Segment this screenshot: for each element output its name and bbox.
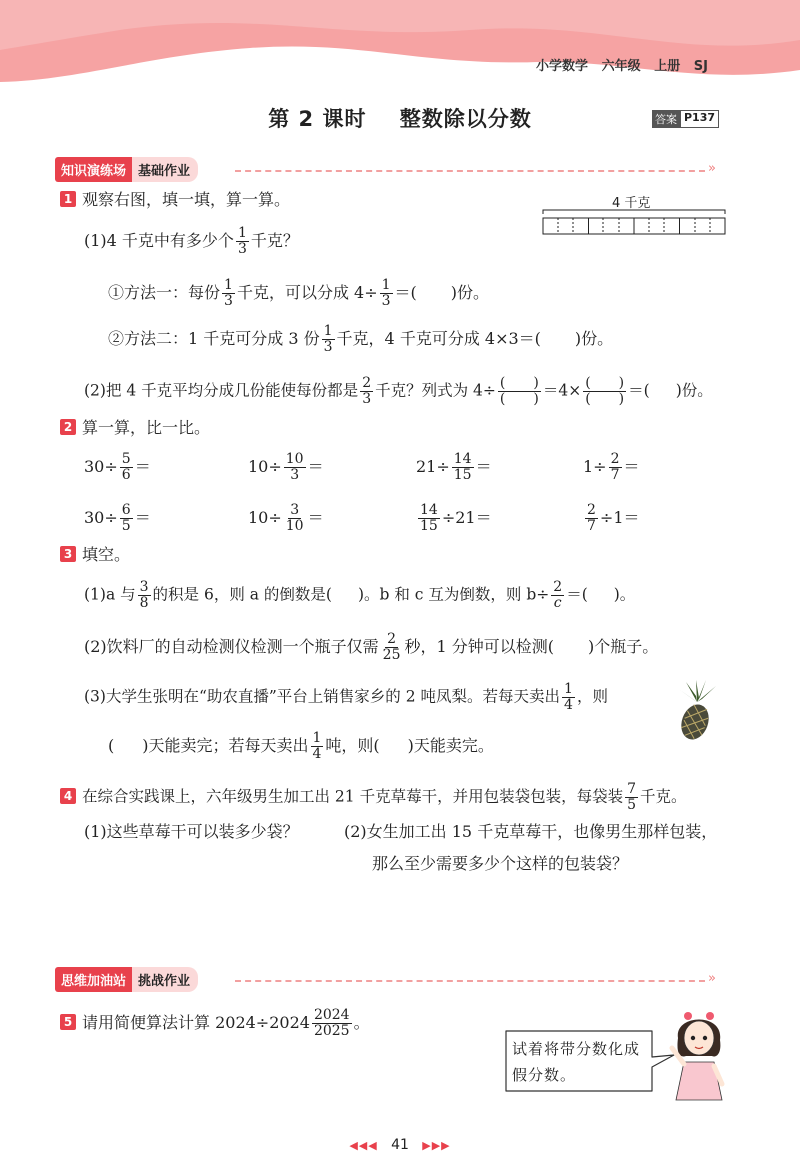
q1-part2-text-d: ＝( bbox=[628, 381, 650, 400]
header-info bbox=[536, 55, 708, 74]
expr-suffix: ＝ bbox=[475, 457, 492, 476]
q2-stem-text: 算一算，比一比。 bbox=[82, 418, 211, 437]
q2-item bbox=[583, 503, 640, 534]
q1-part1 bbox=[84, 226, 299, 257]
fraction-denominator: 5 bbox=[627, 797, 637, 813]
fraction bbox=[625, 782, 638, 813]
fraction bbox=[360, 376, 373, 407]
q1-number: 1 bbox=[60, 191, 76, 207]
q3-sub1-text-b: 的积是 6，则 a 的倒数是( bbox=[152, 585, 332, 604]
q3-sub2-text-a: (2)饮料厂的自动检测仪检测一个瓶子仅需 bbox=[84, 637, 379, 656]
fraction-denominator: 2025 bbox=[313, 1023, 350, 1039]
q1-part1-text-a: (1)4 千克中有多少个 bbox=[84, 231, 234, 250]
expr-suffix: ＝ bbox=[623, 457, 640, 476]
fraction-denominator: 15 bbox=[453, 467, 472, 483]
fraction-denominator: 3 bbox=[381, 293, 391, 309]
q1-part2-text-a: (2)把 4 千克平均分成几份能使每份都是 bbox=[84, 381, 359, 400]
girl-mascot-icon bbox=[664, 1004, 734, 1104]
blank-fraction[interactable] bbox=[498, 376, 541, 407]
section-basic-tag: 知识演练场 bbox=[55, 157, 132, 182]
fraction-numerator: 14 bbox=[420, 502, 438, 518]
q1-method2-text-c: )份。 bbox=[574, 329, 614, 348]
q4-sub2-line2: 那么至少需要多少个这样的包装袋？ bbox=[372, 854, 629, 873]
q1-part2-text-b: 千克？列式为 4÷ bbox=[375, 381, 496, 400]
fraction-denominator: 25 bbox=[382, 647, 401, 663]
fraction-denominator: 7 bbox=[587, 518, 596, 534]
q3-sub1-text-e: ＝( bbox=[566, 585, 588, 604]
hint-line1: 试着将带分数化成 bbox=[512, 1040, 641, 1058]
fraction bbox=[585, 503, 598, 534]
fraction bbox=[284, 503, 306, 534]
q2-stem bbox=[60, 414, 210, 442]
fraction bbox=[311, 731, 324, 762]
q3-sub2-text-c: )个瓶子。 bbox=[588, 637, 659, 656]
expr-suffix: ÷1＝ bbox=[599, 508, 640, 527]
section-basic-chevron-icon: » bbox=[708, 161, 716, 176]
header-grade: 六年级 bbox=[601, 59, 641, 74]
q5-stem-end: 。 bbox=[353, 1013, 370, 1032]
fraction-numerator: ( ) bbox=[585, 375, 625, 391]
fraction-denominator: 4 bbox=[564, 697, 573, 713]
q1-part2-text-c: ＝4× bbox=[542, 381, 582, 400]
expr-suffix: ＝ bbox=[134, 457, 151, 476]
fraction-numerator: 2 bbox=[387, 631, 397, 647]
fraction-denominator: 6 bbox=[121, 467, 131, 483]
q3-number: 3 bbox=[60, 546, 76, 562]
fraction-numerator: 1 bbox=[323, 323, 333, 339]
fraction bbox=[120, 452, 133, 483]
fraction bbox=[312, 1008, 352, 1039]
section-basic-divider bbox=[235, 170, 705, 172]
fraction-denominator: 4 bbox=[312, 746, 322, 762]
pineapple-icon bbox=[672, 680, 722, 742]
fraction-numerator: 3 bbox=[139, 579, 149, 595]
fraction-numerator: 5 bbox=[121, 451, 131, 467]
page-number: 41 bbox=[391, 1137, 409, 1153]
header-subject: 小学数学 bbox=[536, 59, 589, 74]
q1-method2 bbox=[108, 324, 613, 355]
fraction bbox=[380, 278, 393, 309]
section-basic bbox=[55, 157, 198, 181]
header-wave bbox=[0, 0, 800, 90]
expr-suffix: ÷21＝ bbox=[441, 508, 492, 527]
footer-right-arrows-icon: ▶▶▶ bbox=[422, 1139, 451, 1152]
q1-part1-text-b: 千克？ bbox=[250, 231, 299, 250]
fraction-numerator: 3 bbox=[290, 502, 300, 518]
q3-sub3-line2 bbox=[108, 731, 494, 762]
section-challenge-divider bbox=[235, 980, 705, 982]
q5-number: 5 bbox=[60, 1014, 76, 1030]
q1-method2-text-b: 千克，4 千克可分成 4×3＝( bbox=[336, 329, 541, 348]
q3-sub3-line1 bbox=[84, 682, 608, 713]
q1-method1 bbox=[108, 278, 489, 309]
q1-bar-diagram bbox=[540, 208, 730, 238]
fraction-numerator: 2 bbox=[610, 451, 620, 467]
fraction bbox=[236, 226, 249, 257]
q3-sub1 bbox=[84, 580, 635, 611]
header-volume: 上册 bbox=[654, 59, 681, 74]
q5-stem-text: 请用简便算法计算 2024÷2024 bbox=[82, 1013, 310, 1032]
fraction bbox=[562, 682, 575, 713]
fraction-numerator: 10 bbox=[285, 451, 304, 467]
q2-item bbox=[248, 452, 324, 483]
lesson-topic: 整数除以分数 bbox=[399, 107, 532, 131]
header-edition: SJ bbox=[693, 59, 708, 74]
fraction-denominator: 8 bbox=[139, 595, 149, 611]
fraction-numerator: 1 bbox=[312, 730, 322, 746]
answer-ref bbox=[652, 110, 719, 128]
q3-sub3-text-f: )天能卖完。 bbox=[407, 736, 494, 755]
answer-page: P137 bbox=[680, 110, 719, 128]
fraction-numerator: 1 bbox=[564, 681, 573, 697]
lesson-number: 第 2 课时 bbox=[268, 107, 367, 131]
expr-suffix: ＝ bbox=[307, 508, 324, 527]
fraction bbox=[120, 503, 133, 534]
q3-sub3-text-a: (3)大学生张明在“助农直播”平台上销售家乡的 2 吨凤梨。若每天卖出 bbox=[84, 687, 561, 706]
q2-number: 2 bbox=[60, 419, 76, 435]
q2-item bbox=[84, 503, 151, 534]
q4-stem-text-a: 在综合实践课上，六年级男生加工出 21 千克草莓干，并用包装袋包装，每袋装 bbox=[82, 787, 624, 806]
fraction-numerator: 1 bbox=[237, 225, 247, 241]
fraction-numerator: ( ) bbox=[499, 375, 539, 391]
fraction-numerator: 2 bbox=[587, 502, 596, 518]
expr-prefix: 30÷ bbox=[84, 457, 118, 476]
q1-stem bbox=[60, 186, 290, 214]
q3-sub1-text-a: (1)a 与 bbox=[84, 585, 136, 604]
fraction-denominator: 7 bbox=[610, 467, 620, 483]
q3-sub2 bbox=[84, 632, 658, 663]
fraction-denominator: 10 bbox=[285, 518, 304, 534]
q1-part2-text-e: )份。 bbox=[675, 381, 713, 400]
q3-stem bbox=[60, 541, 130, 569]
q1-method1-text-d: )份。 bbox=[450, 283, 490, 302]
q3-stem-text: 填空。 bbox=[82, 545, 131, 564]
q3-sub3-text-c: ( bbox=[108, 736, 115, 755]
blank-fraction[interactable] bbox=[583, 376, 626, 407]
fraction bbox=[138, 580, 151, 611]
footer-left-arrows-icon: ◀◀◀ bbox=[349, 1139, 378, 1152]
expr-prefix: 30÷ bbox=[84, 508, 118, 527]
expr-prefix: 21÷ bbox=[416, 457, 450, 476]
q4-number: 4 bbox=[60, 788, 76, 804]
fraction-numerator: 14 bbox=[453, 451, 472, 467]
section-challenge-tag: 思维加油站 bbox=[55, 967, 132, 992]
page-footer bbox=[0, 1137, 800, 1153]
fraction-denominator: 3 bbox=[290, 467, 300, 483]
fraction-denominator: c bbox=[553, 595, 562, 611]
q1-stem-text: 观察右图，填一填，算一算。 bbox=[82, 190, 291, 209]
q2-item bbox=[84, 452, 151, 483]
q2-item bbox=[583, 452, 640, 483]
q1-method2-text-a: ②方法二：1 千克可分成 3 份 bbox=[108, 329, 320, 348]
fraction-denominator: 3 bbox=[362, 391, 372, 407]
q4-stem bbox=[60, 782, 687, 813]
expr-prefix: 10÷ bbox=[248, 457, 282, 476]
q2-item bbox=[248, 503, 324, 534]
fraction bbox=[418, 503, 440, 534]
fraction bbox=[381, 632, 403, 663]
section-challenge bbox=[55, 967, 198, 991]
fraction-denominator: 5 bbox=[121, 518, 131, 534]
q3-sub3-text-b: ，则 bbox=[576, 687, 608, 706]
q1-method1-text-b: 千克，可以分成 4÷ bbox=[236, 283, 378, 302]
fraction bbox=[222, 278, 235, 309]
fraction-numerator: 2024 bbox=[313, 1007, 350, 1023]
expr-prefix: 10÷ bbox=[248, 508, 282, 527]
fraction-numerator: 1 bbox=[224, 277, 233, 293]
q1-part2 bbox=[84, 376, 713, 407]
fraction-numerator: 2 bbox=[362, 375, 372, 391]
fraction bbox=[551, 580, 564, 611]
fraction-denominator: 3 bbox=[224, 293, 233, 309]
answer-label: 答案 bbox=[652, 110, 680, 128]
q2-item bbox=[416, 503, 492, 534]
section-challenge-label: 挑战作业 bbox=[132, 967, 198, 992]
section-basic-label: 基础作业 bbox=[132, 157, 198, 182]
q1-method1-text-a: ①方法一：每份 bbox=[108, 283, 221, 302]
section-challenge-chevron-icon: » bbox=[708, 971, 716, 986]
fraction bbox=[284, 452, 306, 483]
fraction-denominator: 3 bbox=[323, 339, 333, 355]
expr-suffix: ＝ bbox=[134, 508, 151, 527]
q3-sub3-text-e: 吨，则( bbox=[325, 736, 380, 755]
q3-sub3-text-d: )天能卖完；若每天卖出 bbox=[142, 736, 309, 755]
fraction bbox=[609, 452, 622, 483]
fraction-numerator: 1 bbox=[381, 277, 391, 293]
fraction-denominator: 15 bbox=[420, 518, 438, 534]
fraction-denominator: 3 bbox=[237, 241, 247, 257]
expr-suffix: ＝ bbox=[307, 457, 324, 476]
q3-sub2-text-b: 秒，1 分钟可以检测( bbox=[404, 637, 555, 656]
q5-stem bbox=[60, 1008, 370, 1039]
q3-sub1-text-c: )。b 和 c 互为倒数，则 b÷ bbox=[357, 585, 550, 604]
hint-line2: 假分数。 bbox=[512, 1066, 577, 1084]
expr-prefix: 1÷ bbox=[583, 457, 607, 476]
q1-method1-text-c: ＝( bbox=[394, 283, 417, 302]
fraction-numerator: 7 bbox=[627, 781, 637, 797]
q4-sub2-line1: (2)女生加工出 15 千克草莓干，也像男生那样包装， bbox=[344, 822, 718, 841]
fraction-numerator: 2 bbox=[553, 579, 563, 595]
hint-text bbox=[512, 1036, 640, 1088]
fraction bbox=[322, 324, 335, 355]
q1-diagram-label: 4 千克 bbox=[612, 196, 651, 211]
fraction bbox=[452, 452, 474, 483]
fraction-denominator: ( ) bbox=[499, 391, 539, 407]
q2-item bbox=[416, 452, 492, 483]
q4-sub1: (1)这些草莓干可以装多少袋？ bbox=[84, 822, 299, 841]
fraction-denominator: ( ) bbox=[585, 391, 625, 407]
fraction-numerator: 6 bbox=[121, 502, 131, 518]
q3-sub1-text-f: )。 bbox=[613, 585, 636, 604]
q4-stem-text-b: 千克。 bbox=[640, 787, 687, 806]
